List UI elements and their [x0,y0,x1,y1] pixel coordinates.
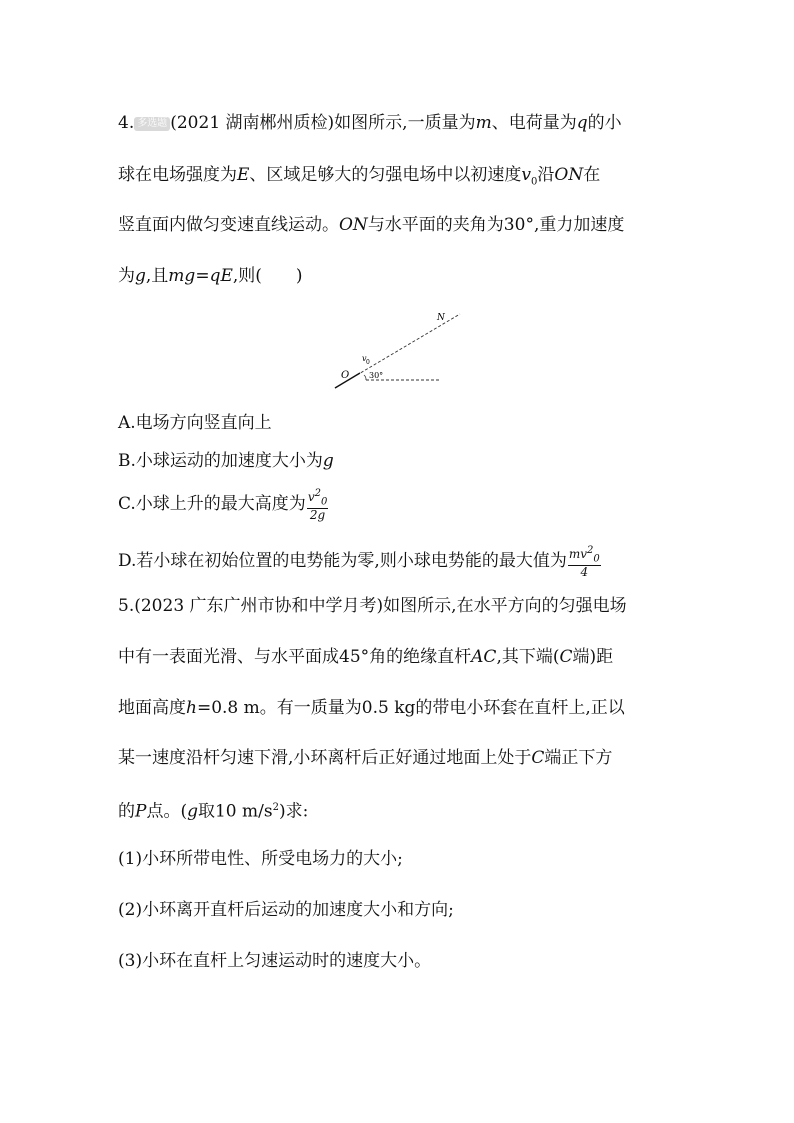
q4-line-3 [118,215,624,235]
q5-sub-1 [118,849,403,869]
frac-numerator-sup: 2 [314,488,321,499]
var-h: h [186,698,197,718]
q4-line-1 [118,113,622,133]
var-C: C [559,647,573,667]
var-g: g [187,801,198,822]
q4-text: 沿 [537,165,555,185]
q5-text: 地面高度 [118,698,186,718]
option-D [118,544,601,579]
q5-text: 取10 m/s [197,801,273,822]
option-D-text: D.若小球在初始位置的电势能为零,则小球电势能的最大值为 [118,551,567,572]
q5-sub-2 [118,900,454,920]
q4-text: 与水平面的夹角为30°,重力加速度 [367,215,625,235]
q5-line-3 [118,698,625,718]
var-v0-subscript: 0 [531,176,538,188]
frac-numerator-sup: 2 [587,545,594,556]
option-B-text: B.小球运动的加速度大小为 [118,451,323,471]
q5-sub-3-text: (3)小环在直杆上匀速运动时的速度大小。 [118,951,432,971]
q4-text: 为 [118,266,135,286]
equals-sign: = [195,266,210,286]
label-v0-subscript: 0 [366,359,370,366]
q5-line-4 [118,748,612,768]
q5-text: )求: [278,801,309,822]
var-v0: v [521,165,532,185]
q4-text: 、电荷量为 [491,113,577,133]
frac-numerator: v [307,490,315,504]
frac-numerator-sub: 0 [593,553,600,565]
frac-numerator-sub: 0 [320,496,328,508]
q4-number: 4. [118,113,135,133]
frac-denominator: 4 [580,565,589,580]
q5-source: (2023 广东广州市协和中学月考) [134,596,384,616]
angle-arc [364,375,366,380]
q4-text: 的小 [587,113,622,133]
var-P: P [135,801,147,822]
multiple-choice-badge: 多选题 [134,117,170,131]
unit-superscript: 2 [272,802,279,813]
q5-text: =0.8 m。有一质量为0.5 kg的带电小环套在直杆上,正以 [196,698,625,718]
q4-text: ,则( ) [232,266,303,286]
q4-text: 球在电场强度为 [118,165,237,185]
option-C [118,487,328,522]
var-ON: ON [554,165,584,185]
label-O: O [341,370,350,381]
q4-text: 竖直面内做匀变速直线运动。 [118,215,339,235]
var-q: q [576,113,588,133]
q5-line-5 [118,798,308,822]
q5-sub-2-text: (2)小环离开直杆后运动的加速度大小和方向; [118,900,454,920]
q4-line-2 [118,165,600,192]
var-m: m [475,113,492,133]
q5-line-2 [118,647,613,667]
q4-text: 、区域足够大的匀强电场中以初速度 [249,165,522,185]
q5-number: 5. [118,596,135,616]
var-E: E [237,165,250,185]
var-mg: mg [168,266,196,286]
fraction-mv0sq-over-4 [568,544,601,579]
q5-line-1 [118,596,627,616]
inclined-line-diagram [330,308,470,390]
option-A-text: A.电场方向竖直向上 [118,413,272,433]
q5-sub-1-text: (1)小环所带电性、所受电场力的大小; [118,849,403,869]
var-qE: qE [209,266,233,286]
q5-text: 如图所示,在水平方向的匀强电场 [383,596,627,616]
var-C: C [531,748,545,768]
fraction-v0sq-over-2g [307,487,329,522]
q4-text: ,且 [145,266,169,286]
q5-text: 某一速度沿杆匀速下滑,小环离杆后正好通过地面上处于 [118,748,532,768]
label-N: N [437,313,445,323]
q5-text: 的 [118,801,135,822]
q5-text: 端)距 [572,647,614,667]
option-B [118,451,334,471]
q4-text: 在 [583,165,601,185]
var-ON: ON [339,215,368,235]
q5-text: 端正下方 [544,748,613,768]
q5-sub-3 [118,951,431,971]
frac-numerator: mv [568,547,588,561]
q5-text: ,其下端( [496,647,560,667]
q5-text: 点。( [146,801,188,822]
q4-text: 如图所示,一质量为 [334,113,476,133]
q4-source: (2021 湖南郴州质检) [170,113,335,133]
var-AC: AC [471,647,497,667]
q5-text: 中有一表面光滑、与水平面成45°角的绝缘直杆 [118,647,472,667]
frac-denominator: 2g [309,508,326,523]
option-A [118,413,272,433]
label-angle: 30° [369,371,384,380]
var-g: g [135,266,146,286]
q4-line-4 [118,266,303,286]
label-v0: v [362,354,367,363]
option-C-text: C.小球上升的最大高度为 [118,494,306,515]
var-g: g [322,451,334,471]
